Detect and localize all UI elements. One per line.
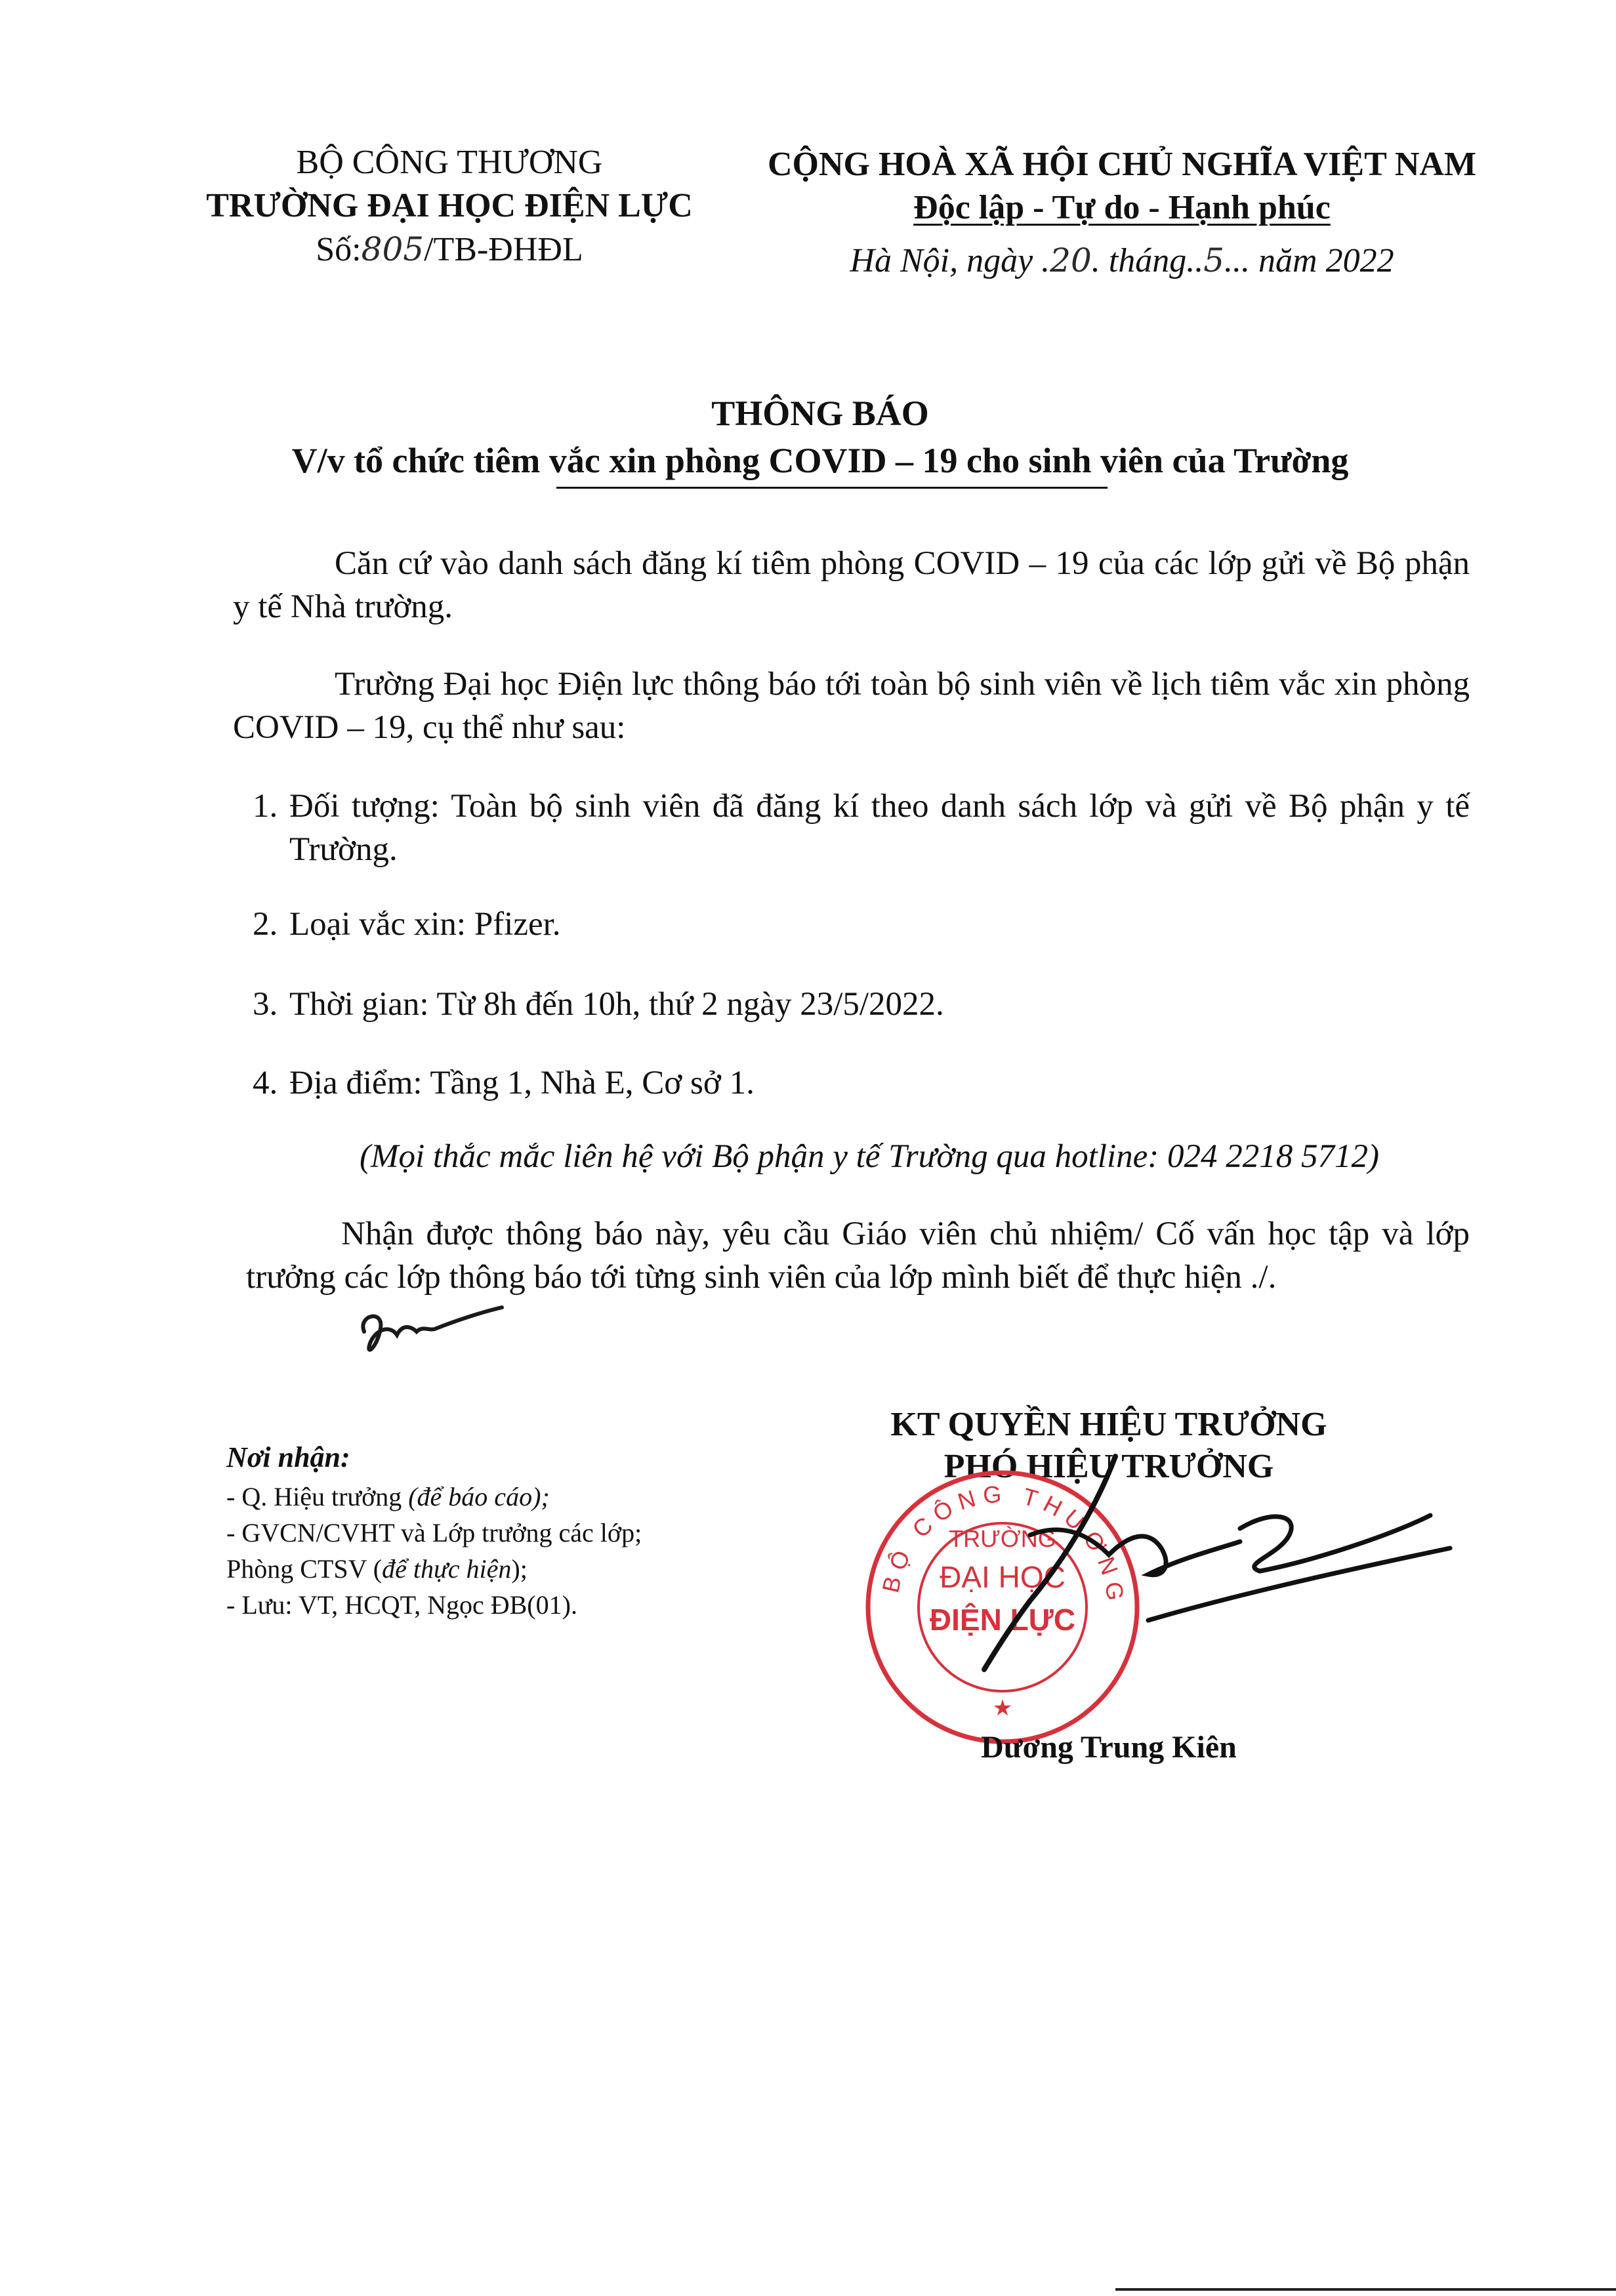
recipient-line (226, 1551, 642, 1587)
doc-number-prefix: Số: (316, 231, 362, 268)
date-year: ... năm 2022 (1224, 242, 1394, 279)
date-place (748, 239, 1496, 283)
item-text: Địa điểm: Tầng 1, Nhà E, Cơ sở 1. (289, 1065, 755, 1101)
header-left-block (151, 141, 748, 272)
recipients-block (226, 1437, 642, 1623)
date-month: 5 (1203, 241, 1225, 279)
national-motto: Độc lập - Tự do - Hạnh phúc (913, 189, 1331, 226)
stamp-star-icon: ★ (992, 1695, 1013, 1721)
paragraph-basis: Căn cứ vào danh sách đăng kí tiêm phòng COVID – 19 của các lớp gửi về Bộ phận y tế Nhà trường. (233, 545, 1470, 625)
recipient-ctsv-suffix: ); (511, 1554, 528, 1584)
stamp-inner-line1: TRƯỜNG (949, 1525, 1056, 1552)
list-item (253, 903, 1470, 946)
university-name: TRƯỜNG ĐẠI HỌC ĐIỆN LỰC (206, 187, 693, 224)
initial-signature (351, 1296, 508, 1368)
item-list (253, 785, 1470, 1105)
list-item (253, 1061, 1470, 1105)
date-prefix: Hà Nội, ngày . (850, 242, 1050, 279)
date-day: 20 (1050, 241, 1092, 279)
document-number (151, 228, 748, 272)
recipient-line: - Lưu: VT, HCQT, Ngọc ĐB(01). (226, 1590, 577, 1620)
item-number: 3. (253, 986, 278, 1023)
stamp-ring-text: BỘ CÔNG THƯƠNG (877, 1480, 1130, 1609)
list-item (253, 983, 1470, 1026)
notice-subject: V/v tổ chức tiêm vắc xin phòng COVID – 19 cho sinh viên của Trường (291, 441, 1349, 480)
doc-number-suffix: /TB-ĐHĐL (424, 231, 583, 268)
item-number: 4. (253, 1065, 278, 1101)
stamp-inner-line3: ĐIỆN LỰC (929, 1603, 1076, 1637)
subject-underline (556, 487, 1108, 489)
item-text: Đối tượng: Toàn bộ sinh viên đã đăng kí theo danh sách lớp và gửi về Bộ phận y tế Trường. (289, 788, 1470, 868)
country-name: CỘNG HOÀ XÃ HỘI CHỦ NGHĨA VIỆT NAM (767, 146, 1477, 183)
signature-position: PHÓ HIỆU TRƯỞNG (943, 1448, 1274, 1485)
notice-heading: THÔNG BÁO (711, 394, 929, 433)
doc-number-handwritten: 805 (361, 230, 425, 268)
signer-name: Dương Trung Kiên (981, 1730, 1237, 1765)
signature-authority: KT QUYỀN HIỆU TRƯỞNG (890, 1406, 1327, 1443)
recipient-principal: - Q. Hiệu trưởng (226, 1482, 409, 1511)
stamp-inner-line2: ĐẠI HỌC (940, 1560, 1066, 1594)
item-text: Loại vắc xin: Pfizer. (289, 906, 561, 943)
header-right-block (748, 143, 1496, 283)
contact-note: (Mọi thắc mắc liên hệ với Bộ phận y tế Trường qua hotline: 024 2218 5712) (360, 1138, 1379, 1175)
item-text: Thời gian: Từ 8h đến 10h, thứ 2 ngày 23/5/2022. (289, 986, 944, 1023)
recipient-principal-purpose: (để báo cáo); (408, 1482, 550, 1511)
recipient-line (226, 1479, 642, 1515)
recipient-line: - GVCN/CVHT và Lớp trưởng các lớp; (226, 1518, 642, 1548)
item-number: 1. (253, 788, 278, 825)
list-item (253, 785, 1470, 871)
paragraph-announcement: Trường Đại học Điện lực thông báo tới toàn bộ sinh viên về lịch tiêm vắc xin phòng COVID – 19, cụ thể như sau: (233, 666, 1470, 746)
recipient-ctsv-purpose: để thực hiện (382, 1554, 512, 1584)
recipients-heading: Nơi nhận: (226, 1441, 350, 1473)
date-month-label: . tháng.. (1091, 242, 1204, 279)
recipient-ctsv: Phòng CTSV ( (226, 1554, 383, 1584)
ministry-name: BỘ CÔNG THƯƠNG (296, 144, 603, 181)
closing-paragraph: Nhận được thông báo này, yêu cầu Giáo viên chủ nhiệm/ Cố vấn học tập và lớp trưởng các lớp thông báo tới từng sinh viên của lớp mình biết để thực hiện ./. (246, 1216, 1470, 1296)
handwritten-signature (929, 1437, 1470, 1686)
item-number: 2. (253, 906, 278, 943)
scan-edge-line (1115, 2288, 1616, 2291)
